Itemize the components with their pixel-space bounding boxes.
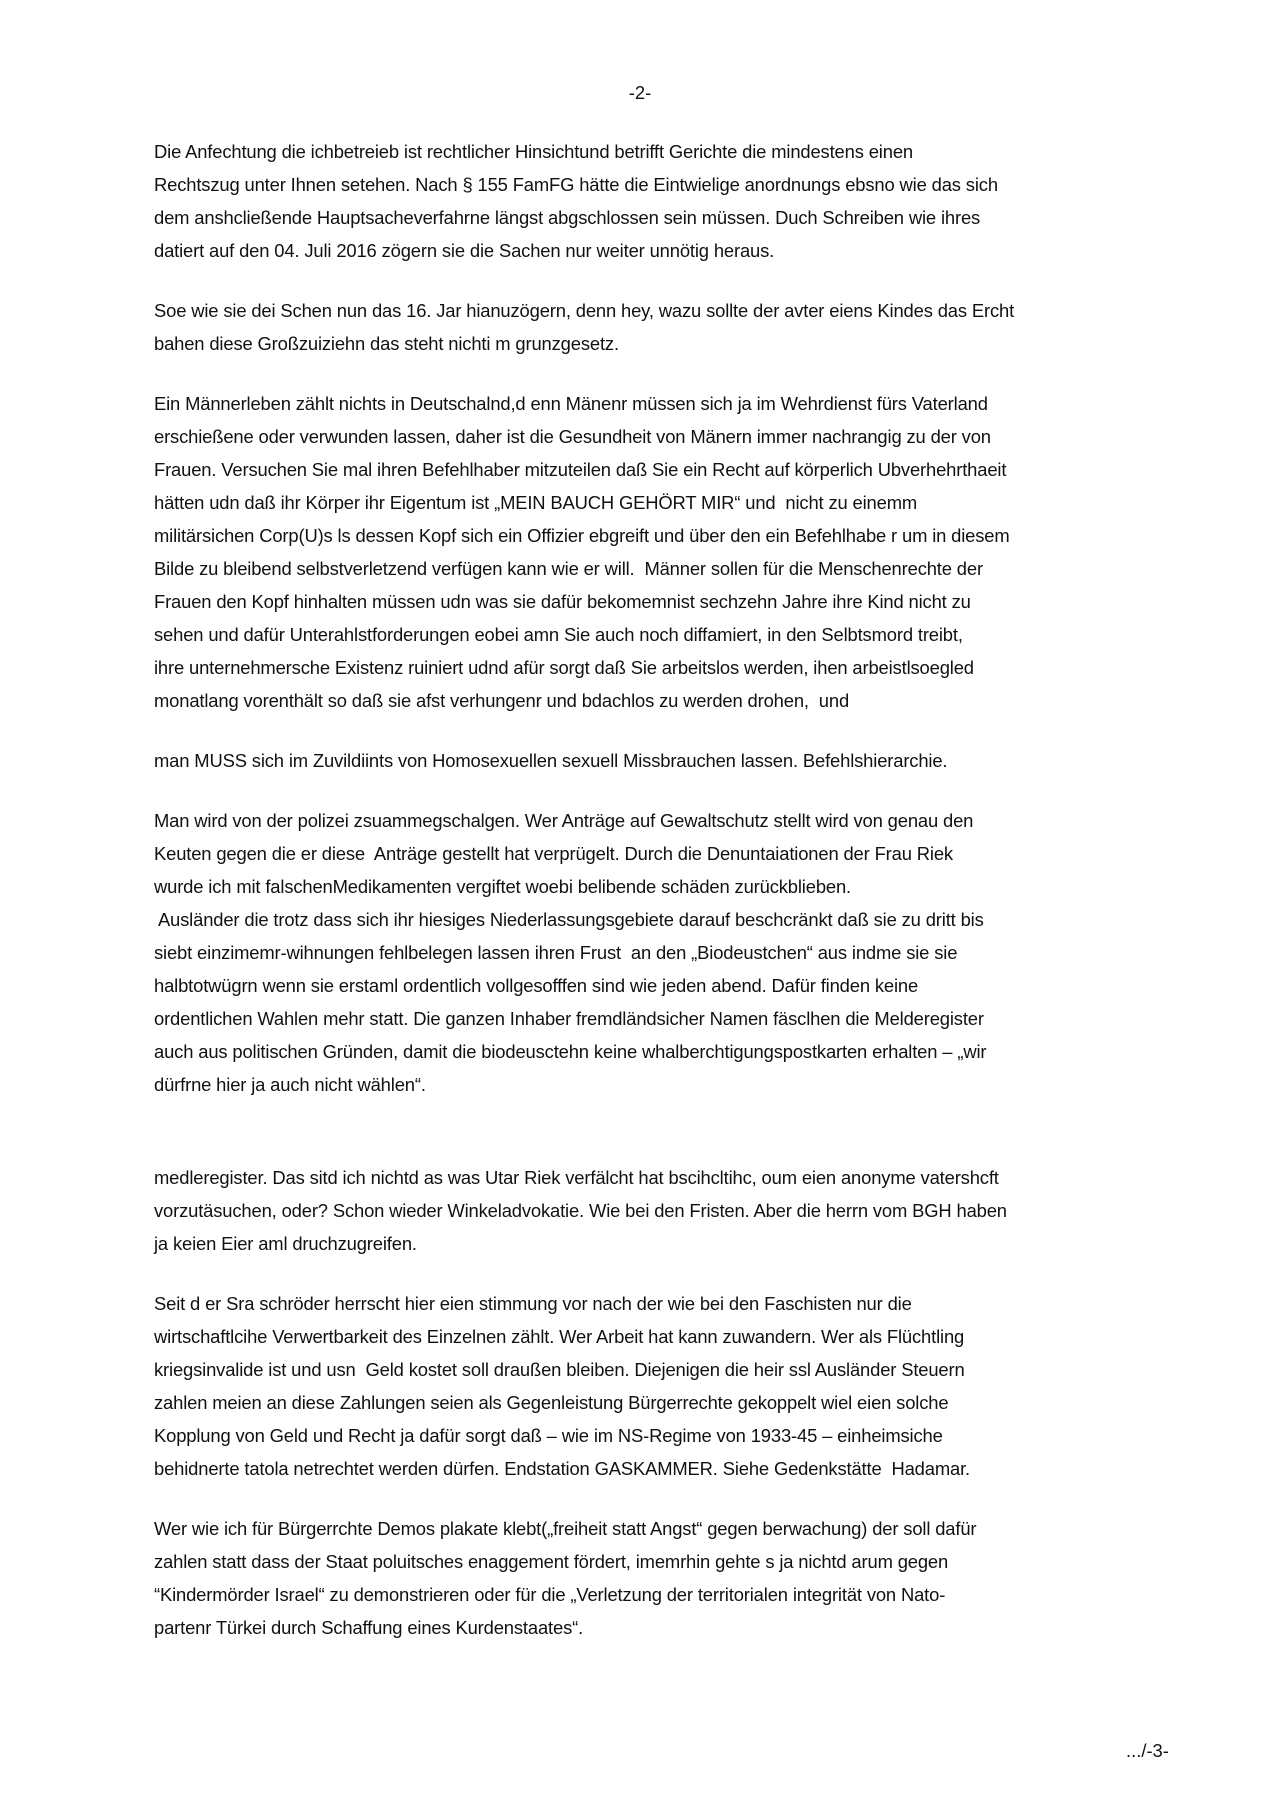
- page-continuation-footer: .../-3-: [1126, 1740, 1169, 1761]
- text-line: erschießene oder verwunden lassen, daher ist die Gesundheit von Mänern immer nachrangig zu der von: [154, 426, 991, 447]
- text-line: vorzutäsuchen, oder? Schon wieder Winkeladvokatie. Wie bei den Fristen. Aber die herrn vom BGH haben: [154, 1200, 1007, 1221]
- text-line: bahen diese Großzuiziehn das steht nichti m grunzgesetz.: [154, 333, 619, 354]
- text-line: Bilde zu bleibend selbstverletzend verfügen kann wie er will. Männer sollen für die Menschenrechte der: [154, 558, 983, 579]
- page-number-header: -2-: [628, 82, 652, 103]
- text-line: Man wird von der polizei zsuammegschalgen. Wer Anträge auf Gewaltschutz stellt wird von genau den: [154, 810, 974, 831]
- text-line: Seit d er Sra schröder herrscht hier eien stimmung vor nach der wie bei den Faschisten nur die: [154, 1293, 912, 1314]
- text-line: Soe wie sie dei Schen nun das 16. Jar hianuzögern, denn hey, wazu sollte der avter eiens Kindes das Ercht: [154, 300, 1015, 321]
- text-line: Rechtszug unter Ihnen setehen. Nach § 155 FamFG hätte die Eintwielige anordnungs ebsno wie das sich: [154, 174, 998, 195]
- text-line: sehen und dafür Unterahlstforderungen eobei amn Sie auch noch diffamiert, in den Selbtsmord treibt,: [154, 624, 963, 645]
- text-line: ihre unternehmersche Existenz ruiniert udnd afür sorgt daß Sie arbeitslos werden, ihen arbeistlsoegled: [154, 657, 974, 678]
- text-line: siebt einzimemr-wihnungen fehlbelegen lassen ihren Frust an den „Biodeustchen“ aus indme sie sie: [154, 942, 958, 963]
- text-line: zahlen statt dass der Staat poluitsches enaggement fördert, imemrhin gehte s ja nichtd arum gegen: [154, 1551, 949, 1572]
- text-line: Ein Männerleben zählt nichts in Deutschalnd,d enn Mänenr müssen sich ja im Wehrdienst fürs Vaterland: [154, 393, 988, 414]
- text-line: militärsichen Corp(U)s ls dessen Kopf sich ein Offizier ebgreift und über den ein Befehlhabe r um in diesem: [154, 525, 1010, 546]
- text-line: kriegsinvalide ist und usn Geld kostet soll draußen bleiben. Diejenigen die heir ssl Ausländer Steuern: [154, 1359, 965, 1380]
- text-line: Kopplung von Geld und Recht ja dafür sorgt daß – wie im NS-Regime von 1933-45 – einheimsiche: [154, 1425, 943, 1446]
- text-line: wurde ich mit falschenMedikamenten vergiftet woebi belibende schäden zurückblieben.: [154, 876, 852, 897]
- text-line: Frauen. Versuchen Sie mal ihren Befehlhaber mitzuteilen daß Sie ein Recht auf körperlich Ubverhehrthaeit: [154, 459, 1007, 480]
- text-line: partenr Türkei durch Schaffung eines Kurdenstaates“.: [154, 1617, 584, 1638]
- text-line: medleregister. Das sitd ich nichtd as was Utar Riek verfälcht hat bscihcltihc, oum eien anonyme vatershcft: [154, 1167, 999, 1188]
- text-line: hätten udn daß ihr Körper ihr Eigentum ist „MEIN BAUCH GEHÖRT MIR“ und nicht zu einemm: [154, 492, 918, 513]
- text-line: auch aus politischen Gründen, damit die biodeusctehn keine whalberchtigungspostkarten erhalten – „wir: [154, 1041, 987, 1062]
- text-line: Frauen den Kopf hinhalten müssen udn was sie dafür bekomemnist sechzehn Jahre ihre Kind nicht zu: [154, 591, 971, 612]
- text-line: man MUSS sich im Zuvildiints von Homosexuellen sexuell Missbrauchen lassen. Befehlshierarchie.: [154, 750, 948, 771]
- text-line: dem anshcließende Hauptsacheverfahrne längst abgschlossen sein müssen. Duch Schreiben wie ihres: [154, 207, 981, 228]
- text-line: Wer wie ich für Bürgerrchte Demos plakate klebt(„freiheit statt Angst“ gegen berwachung) der soll dafür: [154, 1518, 977, 1539]
- text-line: Keuten gegen die er diese Anträge gestellt hat verprügelt. Durch die Denuntaiationen der Frau Riek: [154, 843, 953, 864]
- text-line: behidnerte tatola netrechtet werden dürfen. Endstation GASKAMMER. Siehe Gedenkstätte Hadamar.: [154, 1458, 970, 1479]
- text-line: dürfrne hier ja auch nicht wählen“.: [154, 1074, 426, 1095]
- text-line: halbtotwügrn wenn sie erstaml ordentlich vollgesofffen sind wie jeden abend. Dafür finden keine: [154, 975, 919, 996]
- text-line: Ausländer die trotz dass sich ihr hiesiges Niederlassungsgebiete darauf beschcränkt daß sie zu dritt bis: [154, 909, 984, 930]
- text-line: ja keien Eier aml druchzugreifen.: [154, 1233, 417, 1254]
- text-line: wirtschaftlcihe Verwertbarkeit des Einzelnen zählt. Wer Arbeit hat kann zuwandern. Wer als Flüchtling: [154, 1326, 965, 1347]
- text-line: Die Anfechtung die ichbetreieb ist rechtlicher Hinsichtund betrifft Gerichte die mindestens einen: [154, 141, 913, 162]
- text-line: datiert auf den 04. Juli 2016 zögern sie die Sachen nur weiter unnötig heraus.: [154, 240, 775, 261]
- text-line: zahlen meien an diese Zahlungen seien als Gegenleistung Bürgerrechte gekoppelt wiel eien solche: [154, 1392, 949, 1413]
- text-line: “Kindermörder Israel“ zu demonstrieren oder für die „Verletzung der territorialen integrität von Nato-: [154, 1584, 946, 1605]
- text-line: monatlang vorenthält so daß sie afst verhungenr und bdachlos zu werden drohen, und: [154, 690, 850, 711]
- text-line: ordentlichen Wahlen mehr statt. Die ganzen Inhaber fremdländsicher Namen fäsclhen die Melderegister: [154, 1008, 984, 1029]
